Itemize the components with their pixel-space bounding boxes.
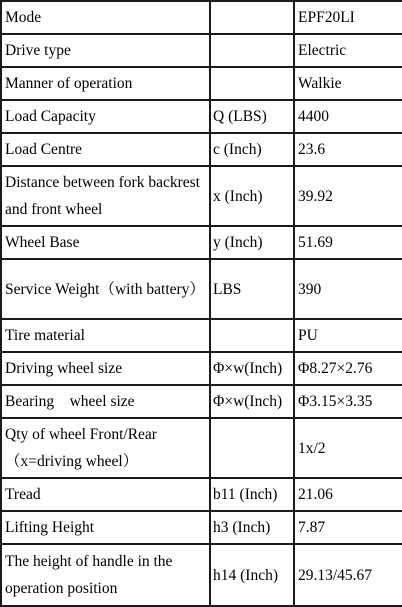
table-row: [1, 34, 402, 67]
spec-code: [210, 319, 294, 352]
spec-code: [210, 34, 294, 67]
spec-label: Service Weight（with battery）: [1, 259, 210, 319]
spec-code: Φ×w(Inch): [210, 352, 294, 385]
spec-value: PU: [294, 319, 402, 352]
spec-code: h3 (Inch): [210, 511, 294, 544]
spec-value: 4400: [294, 100, 402, 133]
spec-value: EPF20LI: [294, 1, 402, 34]
spec-code: [210, 418, 294, 478]
spec-value: 390: [294, 259, 402, 319]
spec-value: Walkie: [294, 67, 402, 100]
spec-value: 21.06: [294, 478, 402, 511]
table-row: [1, 418, 402, 478]
table-row: [1, 259, 402, 319]
spec-label: Tread: [1, 478, 210, 511]
spec-value: 1x/2: [294, 418, 402, 478]
spec-code: c (Inch): [210, 133, 294, 166]
table-row: [1, 133, 402, 166]
spec-label: The height of handle in the operation position: [1, 544, 210, 606]
spec-label: Qty of wheel Front/Rear（x=driving wheel）: [1, 418, 210, 478]
spec-value: Electric: [294, 34, 402, 67]
spec-code: LBS: [210, 259, 294, 319]
spec-label: Driving wheel size: [1, 352, 210, 385]
spec-label: Drive type: [1, 34, 210, 67]
table-row: [1, 478, 402, 511]
spec-code: b11 (Inch): [210, 478, 294, 511]
spec-code: y (Inch): [210, 226, 294, 259]
spec-code: [210, 67, 294, 100]
spec-label: Tire material: [1, 319, 210, 352]
spec-value: 23.6: [294, 133, 402, 166]
spec-code: x (Inch): [210, 166, 294, 226]
spec-label: Load Centre: [1, 133, 210, 166]
table-row: [1, 319, 402, 352]
spec-code: Φ×w(Inch): [210, 385, 294, 418]
spec-label: Lifting Height: [1, 511, 210, 544]
table-row: [1, 385, 402, 418]
spec-label: Wheel Base: [1, 226, 210, 259]
table-row: [1, 352, 402, 385]
spec-value: 51.69: [294, 226, 402, 259]
spec-label: Manner of operation: [1, 67, 210, 100]
table-row: [1, 100, 402, 133]
spec-value: 39.92: [294, 166, 402, 226]
table-row: [1, 226, 402, 259]
spec-label: Load Capacity: [1, 100, 210, 133]
spec-value: Φ8.27×2.76: [294, 352, 402, 385]
spec-value: Φ3.15×3.35: [294, 385, 402, 418]
spec-label: Mode: [1, 1, 210, 34]
spec-value: 29.13/45.67: [294, 544, 402, 606]
spec-code: h14 (Inch): [210, 544, 294, 606]
spec-code: [210, 1, 294, 34]
table-row: [1, 67, 402, 100]
spec-value: 7.87: [294, 511, 402, 544]
spec-code: Q (LBS): [210, 100, 294, 133]
spec-label: Distance between fork backrest and front wheel: [1, 166, 210, 226]
table-row: [1, 544, 402, 606]
table-row: [1, 166, 402, 226]
table-row: [1, 1, 402, 34]
table-row: [1, 511, 402, 544]
spec-label: Bearing wheel size: [1, 385, 210, 418]
